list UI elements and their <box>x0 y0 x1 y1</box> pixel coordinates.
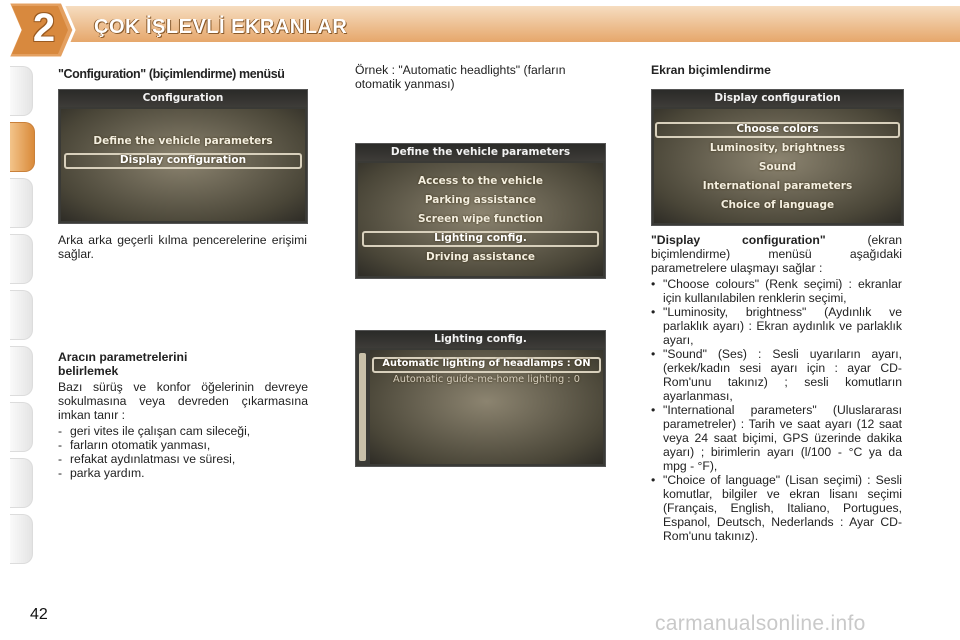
chapter-tab[interactable] <box>10 290 33 340</box>
chapter-tab[interactable] <box>10 458 33 508</box>
screen-body <box>654 109 901 223</box>
screen-title: Configuration <box>59 90 307 107</box>
page-title: ÇOK İŞLEVLİ EKRANLAR <box>94 16 348 38</box>
chapter-tab[interactable] <box>10 514 33 564</box>
display-config-heading: Ekran biçimlendirme <box>651 63 771 77</box>
watermark: carmanualsonline.info <box>655 612 866 635</box>
option-guide-me-home-lighting[interactable]: Automatic guide-me-home lighting : 0 <box>393 374 580 385</box>
list-item: - geri vites ile çalışan cam sileceği, <box>58 424 308 438</box>
screen-body <box>61 109 305 221</box>
menu-item-sound[interactable]: Sound <box>758 161 797 173</box>
header-bar <box>0 0 960 56</box>
menu-item-screen-wipe-function[interactable]: Screen wipe function <box>418 213 543 225</box>
list-item: • "Luminosity, brightness" (Aydınlık ve parlaklık ayarı) : Ekran aydınlık ve parlaklık ayarı, <box>651 305 902 347</box>
example-intro: Örnek : "Automatic headlights" (farların otomatik yanması) <box>355 63 566 91</box>
chapter-tab[interactable] <box>10 346 33 396</box>
heading-line: belirlemek <box>58 364 119 378</box>
list-item: - refakat aydınlatması ve süresi, <box>58 452 308 466</box>
config-caption: Arka arka geçerli kılma pencerelerine erişimi sağlar. <box>58 233 307 261</box>
screen-title: Define the vehicle parameters <box>356 144 605 161</box>
chapter-number: 2 <box>32 6 56 50</box>
display-params-list <box>651 277 902 543</box>
menu-item-lighting-config[interactable]: Lighting config. <box>434 232 527 244</box>
chapter-tab-active[interactable] <box>10 122 35 172</box>
menu-item-international-parameters[interactable]: International parameters <box>702 180 853 192</box>
chapter-tab[interactable] <box>10 178 33 228</box>
list-item: - farların otomatik yanması, <box>58 438 308 452</box>
screen-body <box>358 163 603 276</box>
screen-title: Display configuration <box>652 90 903 107</box>
scrollbar[interactable] <box>359 353 366 461</box>
menu-item-access-to-vehicle[interactable]: Access to the vehicle <box>418 175 543 187</box>
menu-item-driving-assistance[interactable]: Driving assistance <box>426 251 535 263</box>
screen-body <box>370 350 603 464</box>
vehicle-params-list <box>58 424 308 480</box>
menu-item-display-configuration[interactable]: Display configuration <box>119 154 247 166</box>
menu-item-choose-colors[interactable]: Choose colors <box>736 123 819 135</box>
menu-item-parking-assistance[interactable]: Parking assistance <box>424 194 537 206</box>
screen-title: Lighting config. <box>356 331 605 348</box>
list-item: • "Choose colours" (Renk seçimi) : ekranlar için kullanılabilen renklerin seçimi, <box>651 277 902 305</box>
chapter-tab[interactable] <box>10 66 33 116</box>
display-configuration-screen <box>651 89 904 226</box>
list-item: • "International parameters" (Uluslararası parametreler) : Tarih ve saat ayarı (12 saat veya 24 saat biçimi, GPS üzerinde dakika ayarı) ; birimlerin ayarı (l/100 - °C ya da mpg - °F), <box>651 403 902 473</box>
menu-item-choice-of-language[interactable]: Choice of language <box>720 199 835 211</box>
define-vehicle-parameters-screen <box>355 143 606 279</box>
vehicle-params-body: Bazı sürüş ve konfor öğelerinin devreye sokulmasına veya devreden çıkarmasına imkan tanır : <box>58 380 308 422</box>
list-item: • "Sound" (Ses) : Sesli uyarıların ayarı, (erkek/kadın sesi ayarı için : ayar CD-Rom'unu takınız) ; sesli komutların ayarlanması, <box>651 347 902 403</box>
list-item: • "Choice of language" (Lisan seçimi) : Sesli komutlar, bilgiler ve ekran lisanı seçimi (Français, English, Italiano, Portugues, Espanol, Deutsch, Nederlands : Ayar CD-Rom'unu takınız). <box>651 473 902 543</box>
intro-bold: "Display configuration" <box>651 233 826 247</box>
configuration-screen <box>58 89 308 224</box>
page-number: 42 <box>30 606 48 623</box>
menu-item-define-vehicle-parameters[interactable]: Define the vehicle parameters <box>93 135 273 147</box>
list-item: - parka yardım. <box>58 466 308 480</box>
chapter-tab[interactable] <box>10 402 33 452</box>
chapter-tab[interactable] <box>10 234 33 284</box>
display-config-intro <box>651 233 902 275</box>
intro-text: (ekran biçimlendirme) menüsü aşağıdaki parametrelere ulaşmayı sağlar : <box>651 233 902 275</box>
chapter-tabs <box>0 66 36 586</box>
menu-item-luminosity-brightness[interactable]: Luminosity, brightness <box>709 142 846 154</box>
heading-line: Aracın parametrelerini <box>58 350 188 364</box>
lighting-config-screen <box>355 330 606 467</box>
config-menu-heading: "Configuration" (biçimlendirme) menüsü <box>58 67 285 81</box>
option-automatic-headlamps[interactable]: Automatic lighting of headlamps : ON <box>382 358 591 369</box>
vehicle-params-heading <box>58 350 307 378</box>
